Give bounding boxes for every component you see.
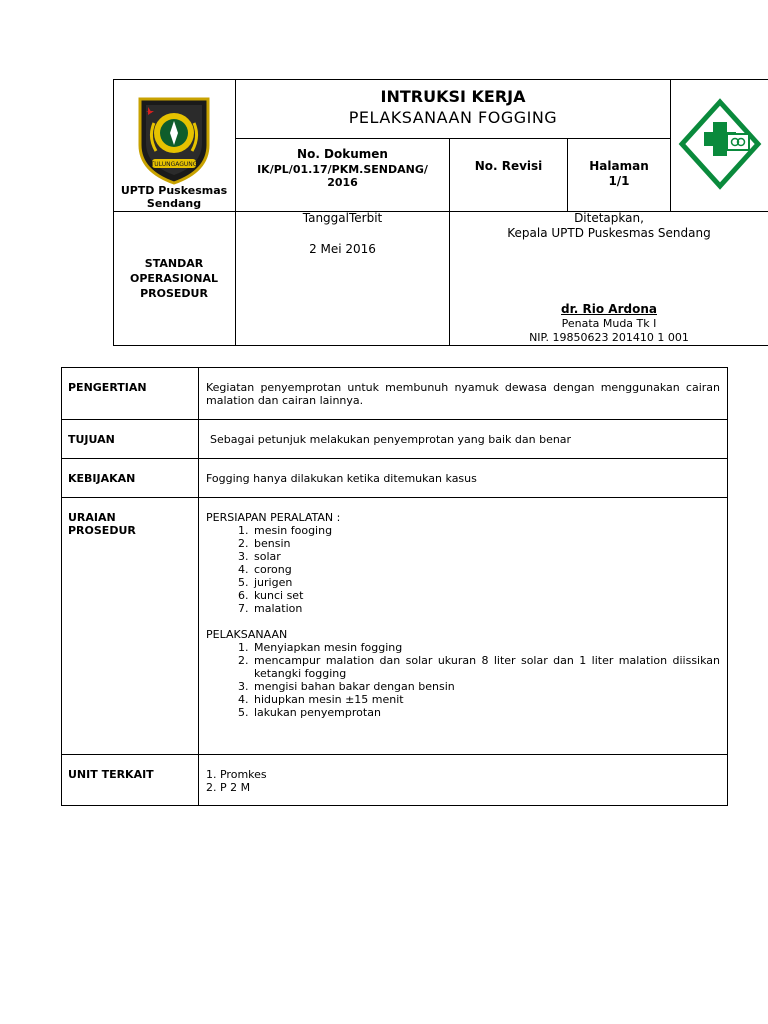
logo-ribbon-text: TULUNGAGUNG: [150, 161, 198, 168]
kebijakan-label: KEBIJAKAN: [62, 459, 199, 498]
puskesmas-logo-icon: [678, 98, 768, 190]
pengertian-label: PENGERTIAN: [62, 368, 199, 420]
document-subtitle: PELAKSANAAN FOGGING: [348, 108, 558, 127]
persiapan-list: [206, 524, 720, 615]
list-item: 1. Promkes: [206, 768, 267, 781]
procedure-table: [61, 367, 728, 806]
persiapan-heading: PERSIAPAN PERALATAN :: [206, 511, 341, 524]
list-item: 3. solar: [252, 550, 720, 563]
sop-label: STANDAR OPERASIONAL PROSEDUR: [129, 257, 218, 300]
signer-rank: Penata Muda Tk I: [561, 317, 657, 330]
signer-nip: NIP. 19850623 201410 1 001: [529, 331, 689, 344]
uraian-label: URAIAN PROSEDUR: [62, 498, 199, 755]
logo-caption: UPTD Puskesmas Sendang: [120, 184, 228, 210]
pelaksanaan-heading: PELAKSANAAN: [206, 628, 288, 641]
page-label: Halaman 1/1: [589, 159, 649, 188]
regency-emblem-icon: [134, 93, 214, 185]
tujuan-label: TUJUAN: [62, 420, 199, 459]
list-item: 1. Menyiapkan mesin fogging: [252, 641, 720, 654]
unit-label: UNIT TERKAIT: [62, 755, 199, 806]
list-item: 5. jurigen: [252, 576, 720, 589]
issue-date-label: TanggalTerbit: [302, 211, 383, 225]
issue-date-value: 2 Mei 2016: [309, 242, 376, 256]
revision-label: No. Revisi: [474, 159, 543, 173]
list-item: 2. bensin: [252, 537, 720, 550]
list-item: 2. P 2 M: [206, 781, 251, 794]
doc-number-label: No. Dokumen: [297, 147, 388, 161]
approver-position: Kepala UPTD Puskesmas Sendang: [507, 226, 711, 240]
uraian-content: [199, 498, 728, 755]
document-title: INTRUKSI KERJA: [380, 87, 526, 106]
list-item: 4. corong: [252, 563, 720, 576]
signer-name: dr. Rio Ardona: [561, 302, 657, 316]
doc-number-value: IK/PL/01.17/PKM.SENDANG/ 2016: [257, 163, 428, 189]
table-row: [62, 755, 728, 806]
tujuan-text: Sebagai petunjuk melakukan penyemprotan yang baik dan benar: [199, 420, 728, 459]
pengertian-text: Kegiatan penyemprotan untuk membunuh nyamuk dewasa dengan menggunakan cairan malation dan cairan lainnya.: [199, 368, 728, 420]
list-item: 1. mesin fooging: [252, 524, 720, 537]
approved-label: Ditetapkan,: [574, 211, 644, 225]
kebijakan-text: Fogging hanya dilakukan ketika ditemukan kasus: [199, 459, 728, 498]
list-item: 6. kunci set: [252, 589, 720, 602]
table-row: [62, 368, 728, 420]
list-item: 5. lakukan penyemprotan: [252, 706, 720, 719]
list-item: 4. hidupkan mesin ±15 menit: [252, 693, 720, 706]
table-row: [62, 420, 728, 459]
list-item: 3. mengisi bahan bakar dengan bensin: [252, 680, 720, 693]
list-item: 7. malation: [252, 602, 720, 615]
regency-logo-cell: [113, 79, 235, 211]
pelaksanaan-list: [206, 641, 720, 719]
unit-content: [199, 755, 728, 806]
table-row: [62, 459, 728, 498]
list-item: 2. mencampur malation dan solar ukuran 8 liter solar dan 1 liter malation diissikan ketangki fogging: [252, 654, 720, 680]
table-row: [62, 498, 728, 755]
